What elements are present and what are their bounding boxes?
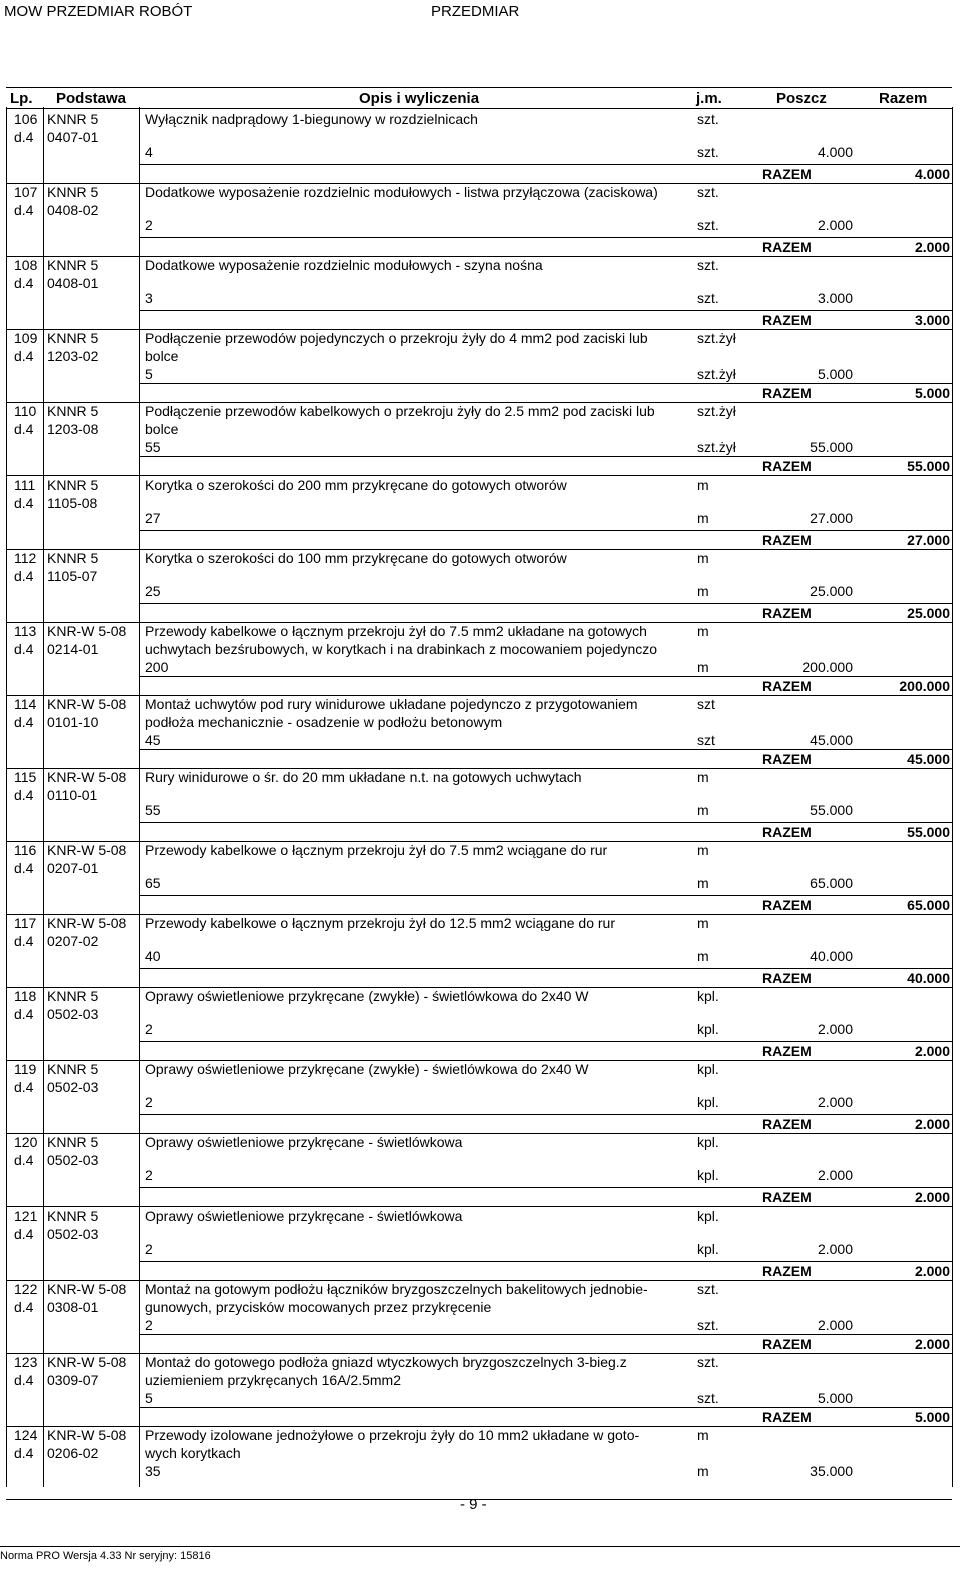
entry-unit: m [697, 769, 709, 785]
entry-quantity-expr: 2 [145, 1167, 153, 1183]
entry-poszcz: 65.000 [810, 875, 853, 891]
entry-unit: szt. [697, 1354, 719, 1370]
footer-text: Norma PRO Wersja 4.33 Nr seryjny: 15816 [0, 1550, 211, 1562]
entry-poszcz: 2.000 [817, 1021, 853, 1037]
entry-description-cont: bolce [145, 348, 179, 364]
entry-poszcz: 2.000 [817, 1317, 853, 1333]
table-row [0, 111, 960, 184]
entry-base-code: KNNR 5 [47, 988, 99, 1004]
entry-razem-label: RAZEM [762, 678, 812, 694]
entry-lp: 108 [14, 257, 38, 273]
entry-description: Korytka o szerokości do 100 mm przykręcane do gotowych otworów [145, 550, 567, 566]
entry-base-number: 0408-02 [47, 202, 99, 218]
entry-unit: kpl. [697, 1061, 719, 1077]
entry-base-chapter: d.4 [14, 202, 34, 218]
entry-lp: 109 [14, 330, 38, 346]
entry-base-number: 0207-02 [47, 933, 99, 949]
subtotal-divider [139, 1114, 952, 1115]
entry-description: Wyłącznik nadprądowy 1-biegunowy w rozdzielnicach [145, 111, 478, 127]
entry-poszcz: 3.000 [817, 290, 853, 306]
col-unit: j.m. [696, 90, 722, 107]
entry-base-chapter: d.4 [14, 1079, 34, 1095]
entry-description: Oprawy oświetleniowe przykręcane - świetlówkowa [145, 1134, 463, 1150]
entry-unit: m [697, 550, 709, 566]
entry-unit: m [697, 915, 709, 931]
entry-unit: szt.żył [697, 403, 736, 419]
entry-base-chapter: d.4 [14, 933, 34, 949]
entry-quantity-unit: szt. [697, 144, 719, 160]
entry-quantity-expr: 40 [145, 948, 161, 964]
entry-quantity-unit: m [697, 510, 709, 526]
entry-quantity-unit: kpl. [697, 1094, 719, 1110]
subtotal-divider [139, 1187, 952, 1188]
entry-base-code: KNR-W 5-08 [47, 1281, 127, 1297]
table-row [0, 769, 960, 842]
entry-base-number: 0207-01 [47, 860, 99, 876]
entry-description: Podłączenie przewodów kabelkowych o przekroju żyły do 2.5 mm2 pod zaciski lub [145, 403, 655, 419]
entry-description: Podłączenie przewodów pojedynczych o przekroju żyły do 4 mm2 pod zaciski lub [145, 330, 648, 346]
entry-lp: 118 [14, 988, 37, 1004]
entry-description-cont: wych korytkach [145, 1445, 241, 1461]
entry-quantity-expr: 27 [145, 510, 161, 526]
entry-lp: 117 [14, 915, 37, 931]
entry-lp: 114 [14, 696, 37, 712]
entry-description: Przewody kabelkowe o łącznym przekroju żył do 7.5 mm2 układane na gotowych [145, 623, 647, 639]
table-row [0, 550, 960, 623]
entry-base-number: 0502-03 [47, 1079, 99, 1095]
entry-lp: 113 [14, 623, 37, 639]
subtotal-divider [139, 603, 952, 604]
subtotal-divider [139, 749, 952, 750]
entry-base-chapter: d.4 [14, 714, 34, 730]
entry-base-number: 0214-01 [47, 641, 99, 657]
entry-unit: szt. [697, 1281, 719, 1297]
entry-unit: kpl. [697, 1134, 719, 1150]
entry-lp: 110 [14, 403, 37, 419]
entry-base-chapter: d.4 [14, 1445, 34, 1461]
entry-base-code: KNNR 5 [47, 550, 99, 566]
entry-razem-value: 2.000 [914, 1189, 950, 1205]
entry-base-number: 1105-08 [47, 495, 98, 511]
entry-base-chapter: d.4 [14, 641, 34, 657]
table-row [0, 403, 960, 476]
entry-poszcz: 2.000 [817, 217, 853, 233]
entry-base-number: 0502-03 [47, 1152, 99, 1168]
entry-razem-label: RAZEM [762, 385, 812, 401]
entry-unit: szt [697, 696, 715, 712]
entry-description: Przewody kabelkowe o łącznym przekroju żył do 12.5 mm2 wciągane do rur [145, 915, 615, 931]
entry-poszcz: 2.000 [817, 1241, 853, 1257]
entry-quantity-unit: szt. [697, 217, 719, 233]
entry-quantity-unit: kpl. [697, 1167, 719, 1183]
row-divider [6, 1206, 952, 1207]
subtotal-divider [139, 968, 952, 969]
subtotal-divider [139, 383, 952, 384]
col-razem: Razem [879, 90, 928, 107]
entry-base-code: KNNR 5 [47, 330, 99, 346]
entry-lp: 123 [14, 1354, 38, 1370]
entry-base-code: KNNR 5 [47, 403, 99, 419]
entry-base-number: 1105-07 [47, 568, 98, 584]
entry-base-chapter: d.4 [14, 275, 34, 291]
entry-base-code: KNNR 5 [47, 477, 99, 493]
entry-unit: szt.żył [697, 330, 736, 346]
entry-razem-label: RAZEM [762, 605, 812, 621]
entry-description: Dodatkowe wyposażenie rozdzielnic modułowych - listwa przyłączowa (zaciskowa) [145, 184, 658, 200]
entry-base-code: KNR-W 5-08 [47, 769, 127, 785]
entry-description: Montaż na gotowym podłożu łączników bryzgoszczelnych bakelitowych jednobie- [145, 1281, 648, 1297]
entry-lp: 116 [14, 842, 37, 858]
entry-base-number: 0101-10 [47, 714, 99, 730]
entry-razem-value: 2.000 [914, 1116, 950, 1132]
entry-razem-value: 40.000 [907, 970, 950, 986]
entry-quantity-expr: 2 [145, 1094, 153, 1110]
entry-poszcz: 35.000 [810, 1463, 853, 1479]
entry-lp: 122 [14, 1281, 38, 1297]
footer-divider [0, 1546, 960, 1547]
entry-lp: 112 [14, 550, 37, 566]
entry-quantity-unit: szt. [697, 290, 719, 306]
entry-lp: 107 [14, 184, 38, 200]
entry-quantity-expr: 25 [145, 583, 161, 599]
entry-lp: 120 [14, 1134, 38, 1150]
entry-description: Oprawy oświetleniowe przykręcane (zwykłe) - świetlówkowa do 2x40 W [145, 988, 589, 1004]
entry-description-cont: gunowych, przycisków mocowanych przez przykręcenie [145, 1299, 492, 1315]
entry-base-chapter: d.4 [14, 1152, 34, 1168]
entry-razem-label: RAZEM [762, 532, 812, 548]
entry-quantity-unit: szt. [697, 1317, 719, 1333]
entry-description: Dodatkowe wyposażenie rozdzielnic modułowych - szyna nośna [145, 257, 543, 273]
entry-razem-value: 55.000 [907, 458, 950, 474]
entry-poszcz: 55.000 [810, 439, 853, 455]
subtotal-divider [139, 1261, 952, 1262]
entry-quantity-unit: m [697, 583, 709, 599]
entry-base-code: KNR-W 5-08 [47, 696, 127, 712]
table-row [0, 1208, 960, 1281]
entry-base-number: 0407-01 [47, 129, 99, 145]
entry-quantity-unit: kpl. [697, 1021, 719, 1037]
entry-base-code: KNR-W 5-08 [47, 842, 127, 858]
entry-lp: 119 [14, 1061, 37, 1077]
entry-lp: 124 [14, 1427, 38, 1443]
col-desc: Opis i wyliczenia [359, 90, 480, 107]
entry-poszcz: 40.000 [810, 948, 853, 964]
entry-base-code: KNNR 5 [47, 1134, 99, 1150]
subtotal-divider [139, 1041, 952, 1042]
table-row [0, 184, 960, 257]
entry-base-chapter: d.4 [14, 421, 34, 437]
entry-quantity-expr: 200 [145, 659, 169, 675]
entry-quantity-unit: m [697, 802, 709, 818]
entry-base-chapter: d.4 [14, 1372, 34, 1388]
entry-quantity-expr: 55 [145, 439, 161, 455]
entry-quantity-expr: 2 [145, 1241, 153, 1257]
subtotal-divider [139, 237, 952, 238]
entry-quantity-expr: 2 [145, 1317, 153, 1333]
entry-poszcz: 5.000 [817, 1390, 853, 1406]
subtotal-divider [139, 676, 952, 677]
entry-razem-value: 5.000 [914, 1409, 950, 1425]
entry-razem-value: 25.000 [907, 605, 950, 621]
subtotal-divider [139, 895, 952, 896]
entry-razem-label: RAZEM [762, 1189, 812, 1205]
entry-quantity-expr: 55 [145, 802, 161, 818]
subtotal-divider [139, 1334, 952, 1335]
table-row [0, 696, 960, 769]
entry-base-code: KNR-W 5-08 [47, 623, 127, 639]
page-number: - 9 - [460, 1496, 487, 1513]
entry-poszcz: 25.000 [810, 583, 853, 599]
entry-base-number: 0110-01 [47, 787, 98, 803]
entry-razem-value: 27.000 [907, 532, 950, 548]
entry-base-chapter: d.4 [14, 1006, 34, 1022]
entry-base-number: 0206-02 [47, 1445, 99, 1461]
entry-description: Przewody izolowane jednożyłowe o przekroju żyły do 10 mm2 układane w goto- [145, 1427, 640, 1443]
entry-razem-label: RAZEM [762, 1336, 812, 1352]
entry-razem-label: RAZEM [762, 1409, 812, 1425]
entry-poszcz: 5.000 [817, 366, 853, 382]
entry-base-chapter: d.4 [14, 348, 34, 364]
entry-quantity-unit: szt.żył [697, 439, 736, 455]
table-row [0, 1281, 960, 1354]
col-lp: Lp. [10, 90, 33, 107]
entry-razem-value: 200.000 [899, 678, 950, 694]
table-row [0, 1134, 960, 1207]
entry-base-chapter: d.4 [14, 787, 34, 803]
entry-base-number: 0502-03 [47, 1226, 99, 1242]
subtotal-divider [139, 1407, 952, 1408]
entry-description: Rury winidurowe o śr. do 20 mm układane n.t. na gotowych uchwytach [145, 769, 582, 785]
entry-base-chapter: d.4 [14, 568, 34, 584]
entry-razem-value: 2.000 [914, 1336, 950, 1352]
entry-poszcz: 2.000 [817, 1094, 853, 1110]
subtotal-divider [139, 822, 952, 823]
table-row [0, 257, 960, 330]
table-row [0, 842, 960, 915]
table-row [0, 623, 960, 696]
entry-quantity-unit: m [697, 1463, 709, 1479]
entry-unit: m [697, 1427, 709, 1443]
entry-base-code: KNNR 5 [47, 1208, 99, 1224]
entry-razem-value: 65.000 [907, 897, 950, 913]
entry-description: Korytka o szerokości do 200 mm przykręcane do gotowych otworów [145, 477, 567, 493]
entry-description-cont: podłoża mechanicznie - osadzenie w podłożu betonowym [145, 714, 503, 730]
entry-razem-label: RAZEM [762, 824, 812, 840]
entry-razem-value: 2.000 [914, 1043, 950, 1059]
entry-razem-value: 55.000 [907, 824, 950, 840]
entry-razem-label: RAZEM [762, 970, 812, 986]
entry-unit: m [697, 623, 709, 639]
entry-quantity-unit: szt.żył [697, 366, 736, 382]
entry-base-code: KNNR 5 [47, 111, 99, 127]
entry-quantity-unit: m [697, 948, 709, 964]
entry-unit: szt. [697, 111, 719, 127]
entry-quantity-expr: 5 [145, 366, 153, 382]
subtotal-divider [139, 310, 952, 311]
entry-base-chapter: d.4 [14, 860, 34, 876]
subtotal-divider [139, 456, 952, 457]
entry-unit: m [697, 477, 709, 493]
entry-quantity-expr: 65 [145, 875, 161, 891]
entry-base-number: 1203-08 [47, 421, 99, 437]
entry-quantity-expr: 2 [145, 1021, 153, 1037]
subtotal-divider [139, 164, 952, 165]
entry-base-chapter: d.4 [14, 1226, 34, 1242]
entry-base-chapter: d.4 [14, 129, 34, 145]
entry-poszcz: 27.000 [810, 510, 853, 526]
entry-razem-value: 2.000 [914, 1263, 950, 1279]
entry-razem-value: 4.000 [914, 166, 950, 182]
entry-description: Montaż uchwytów pod rury winidurowe układane pojedynczo z przygotowaniem [145, 696, 638, 712]
entry-description-cont: bolce [145, 421, 179, 437]
entry-quantity-unit: m [697, 659, 709, 675]
entry-unit: m [697, 842, 709, 858]
entry-razem-label: RAZEM [762, 1116, 812, 1132]
table-row [0, 988, 960, 1061]
entry-base-number: 1203-02 [47, 348, 99, 364]
entry-poszcz: 2.000 [817, 1167, 853, 1183]
entry-base-chapter: d.4 [14, 1299, 34, 1315]
entry-poszcz: 55.000 [810, 802, 853, 818]
row-divider [6, 475, 952, 476]
col-base: Podstawa [56, 90, 127, 107]
entry-quantity-unit: m [697, 875, 709, 891]
entry-description: Przewody kabelkowe o łącznym przekroju żył do 7.5 mm2 wciągane do rur [145, 842, 608, 858]
entry-base-number: 0502-03 [47, 1006, 99, 1022]
entry-quantity-expr: 2 [145, 217, 153, 233]
entry-base-code: KNNR 5 [47, 184, 99, 200]
entry-base-number: 0308-01 [47, 1299, 99, 1315]
entry-quantity-expr: 5 [145, 1390, 153, 1406]
entry-base-code: KNNR 5 [47, 1061, 99, 1077]
entry-razem-value: 5.000 [914, 385, 950, 401]
entry-razem-label: RAZEM [762, 166, 812, 182]
entry-lp: 115 [14, 769, 37, 785]
entry-base-code: KNNR 5 [47, 257, 99, 273]
entry-razem-label: RAZEM [762, 897, 812, 913]
header-title: MOW PRZEDMIAR ROBÓT [4, 3, 193, 20]
col-poszcz: Poszcz [776, 90, 827, 107]
entry-quantity-expr: 4 [145, 144, 153, 160]
entry-base-code: KNR-W 5-08 [47, 915, 127, 931]
entry-unit: szt. [697, 257, 719, 273]
entry-razem-label: RAZEM [762, 312, 812, 328]
entry-razem-label: RAZEM [762, 1263, 812, 1279]
table-row [0, 1354, 960, 1427]
entry-base-chapter: d.4 [14, 495, 34, 511]
entry-razem-label: RAZEM [762, 1043, 812, 1059]
table-row [0, 1427, 960, 1500]
entry-lp: 106 [14, 111, 38, 127]
entry-base-number: 0309-07 [47, 1372, 99, 1388]
table-row [0, 915, 960, 988]
table-row [0, 1061, 960, 1134]
entry-lp: 111 [14, 477, 36, 493]
entry-razem-value: 45.000 [907, 751, 950, 767]
entry-poszcz: 200.000 [802, 659, 853, 675]
table-row [0, 330, 960, 403]
entry-description: Montaż do gotowego podłoża gniazd wtyczkowych bryzgoszczelnych 3-bieg.z [145, 1354, 627, 1370]
header-subtitle: PRZEDMIAR [431, 3, 520, 20]
entry-quantity-expr: 35 [145, 1463, 161, 1479]
entry-quantity-expr: 3 [145, 290, 153, 306]
table-row [0, 477, 960, 550]
entry-unit: szt. [697, 184, 719, 200]
entry-description-cont: uziemieniem przykręcanych 16A/2.5mm2 [145, 1372, 401, 1388]
entry-quantity-unit: szt. [697, 1390, 719, 1406]
entry-unit: kpl. [697, 1208, 719, 1224]
entry-razem-label: RAZEM [762, 458, 812, 474]
entry-razem-value: 3.000 [914, 312, 950, 328]
column-header-row [6, 87, 952, 109]
entry-razem-label: RAZEM [762, 239, 812, 255]
entry-base-code: KNR-W 5-08 [47, 1427, 127, 1443]
entry-unit: kpl. [697, 988, 719, 1004]
entry-quantity-expr: 45 [145, 732, 161, 748]
entry-description: Oprawy oświetleniowe przykręcane (zwykłe) - świetlówkowa do 2x40 W [145, 1061, 589, 1077]
entry-lp: 121 [14, 1208, 38, 1224]
entry-base-code: KNR-W 5-08 [47, 1354, 127, 1370]
entry-description: Oprawy oświetleniowe przykręcane - świetlówkowa [145, 1208, 463, 1224]
subtotal-divider [139, 530, 952, 531]
entry-razem-label: RAZEM [762, 751, 812, 767]
entry-base-number: 0408-01 [47, 275, 99, 291]
entry-quantity-unit: kpl. [697, 1241, 719, 1257]
entry-quantity-unit: szt [697, 732, 715, 748]
entry-description-cont: uchwytach bezśrubowych, w korytkach i na drabinkach z mocowaniem pojedynczo [145, 641, 658, 657]
entry-razem-value: 2.000 [914, 239, 950, 255]
entry-poszcz: 4.000 [817, 144, 853, 160]
entry-poszcz: 45.000 [810, 732, 853, 748]
